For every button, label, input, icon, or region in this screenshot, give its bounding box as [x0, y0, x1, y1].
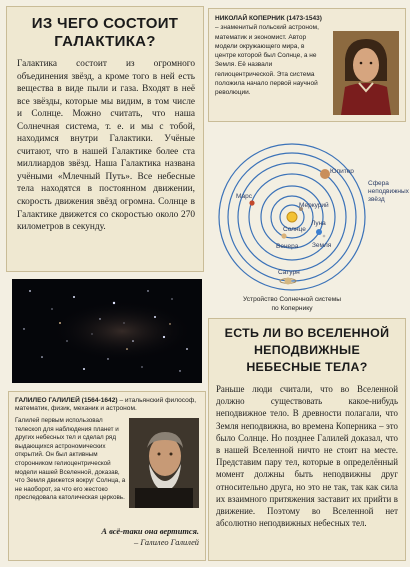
copernicus-name: НИКОЛАЙ КОПЕРНИК: [215, 15, 285, 22]
immovable-bodies-text: Раньше люди считали, что во Вселенной должно существовать какое-нибудь неподвижное тело. В древности полагали, что Земля неподвижна, во времена Коперника – это было Солнце. Но позднее Галилей доказал, что в нашей Вселенной ничто не стоит на месте. Представим пару тел, которые в определённый момент должны быть неподвижны друг относительно друга, но это не так, так как сила их взаимного притяжения заставит их прийти в движение. Поэтому во Вселенной нет абсолютно неподвижных небесных тел.: [216, 384, 398, 529]
label-sun: Солнце: [283, 226, 306, 233]
galileo-name: ГАЛИЛЕО ГАЛИЛЕЙ: [15, 397, 80, 404]
copernicus-text: [215, 14, 327, 98]
galileo-portrait-icon: [129, 418, 199, 508]
copernicus-portrait-icon: [333, 31, 399, 115]
label-saturn: Сатурн: [278, 269, 300, 276]
copernicus-years: (1473-1543): [286, 15, 322, 22]
diagram-caption: Устройство Солнечной системы по Копернику: [243, 296, 341, 312]
star-field-image: [12, 279, 202, 383]
label-mercury: Меркурий: [299, 202, 329, 209]
label-moon: Луна: [311, 220, 326, 227]
solar-system-diagram: [208, 124, 409, 310]
galileo-description: Галилей первым использовал телескоп для наблюдения планет и других небесных тел и сделал ряд выдающихся астрономических открытий. Он был активным сторонником гелиоцентрической модели нашей Вселенной, доказав, что Земля движется вокруг Солнца, а не наоборот, за что его жестоко преследовала католическая церковь.: [15, 417, 126, 502]
galileo-portrait: [129, 418, 199, 508]
immovable-bodies-title: ЕСТЬ ЛИ ВО ВСЕЛЕННОЙ НЕПОДВИЖНЫЕ НЕБЕСНЫЕ ТЕЛА?: [224, 326, 390, 374]
label-sphere: Сфера неподвижных звёзд: [368, 180, 409, 203]
galaxy-title: ИЗ ЧЕГО СОСТОИТ ГАЛАКТИКА?: [31, 15, 179, 50]
earth-icon: [316, 229, 322, 235]
label-earth: Земля: [312, 242, 332, 249]
label-mars: Марс: [236, 193, 252, 200]
label-jupiter: Юпитер: [330, 168, 354, 175]
mars-icon: [249, 200, 254, 205]
galileo-years: (1564-1642): [81, 397, 118, 404]
copernicus-description: – знаменитый польский астроном, математик и экономист. Автор модели окружающего мира, в центре которой был Солнце, а не Земля. Её назвали гелиоцентрической. Эта система положила начало первой научной революции.: [215, 24, 319, 97]
venus-icon: [281, 233, 286, 238]
galaxy-article: [6, 6, 204, 272]
immovable-bodies-article: [208, 318, 406, 561]
jupiter-icon: [320, 169, 330, 179]
sun-icon: [287, 212, 297, 222]
galaxy-photo: [12, 279, 202, 383]
galileo-text: [15, 397, 199, 414]
galaxy-text: Галактика состоит из огромного объединения звёзд, а кроме того в ней есть вещества в виде пыли и газа. Входят в неё все звёзды, которые мы видим, в том числе и Солнце. Можно считать, что наша Солнечная система, т. е. и мы с тобой, находимся внутри Галактики. Учёные считают, что в нашей Галактике более ста миллиардов звёзд. Наша Галактика названа учёными «Млечный Путь». Все небесные тела находятся в постоянном движении, скорость движения звёзд огромна. Солнце в Галактике движется со скоростью около 270 километров в секунду.: [17, 59, 195, 233]
galileo-quote: А всё-таки она вертится. – Галилео Галилей: [101, 527, 199, 547]
label-venus: Венера: [276, 243, 299, 250]
galileo-intro: – итальянский философ, математик, физик, механик и астроном.: [15, 397, 197, 413]
moon-icon: [323, 235, 326, 238]
copernicus-portrait: [333, 31, 399, 115]
heliocentric-diagram: [208, 124, 409, 312]
copernicus-card: [208, 8, 406, 122]
galileo-card: [8, 391, 206, 561]
